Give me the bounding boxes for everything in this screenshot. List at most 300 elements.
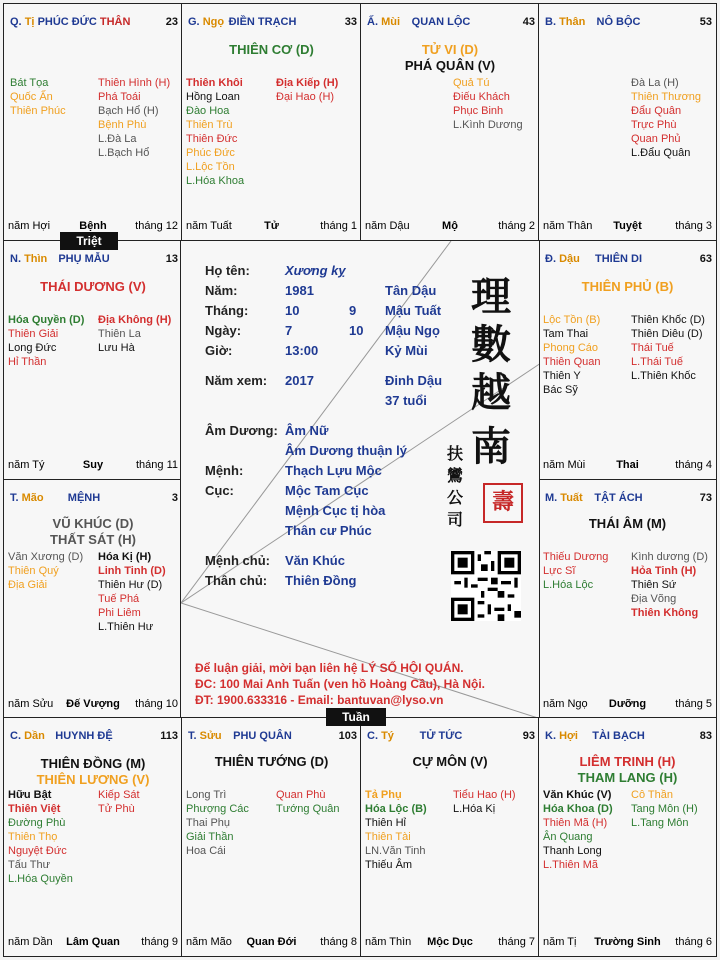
minor-star: L.Hóa Quyền xyxy=(8,873,73,885)
palace-month: tháng 3 xyxy=(675,220,712,232)
minor-star: L.Hóa Khoa xyxy=(186,175,245,187)
calligraphy-small-2: 鸞 xyxy=(447,466,464,485)
minor-star: Thiên Việt xyxy=(8,803,61,815)
palace-year: năm Tị xyxy=(543,936,577,948)
minor-star: Địa Võng xyxy=(631,593,677,605)
palace-branch: Mùi xyxy=(381,16,401,28)
center-info-panel xyxy=(180,240,540,718)
palace-number: 73 xyxy=(699,492,712,504)
palace-month: tháng 7 xyxy=(498,936,535,948)
minor-star: Hồng Loan xyxy=(186,91,240,103)
palace-year: năm Sửu xyxy=(8,698,54,710)
palace-title: THIÊN DI xyxy=(594,253,643,265)
palace-cell-tuat xyxy=(538,479,717,719)
cuc-relation: Mệnh Cục tị hòa xyxy=(285,503,386,518)
palace-year: năm Hợi xyxy=(8,220,51,232)
palace-year: năm Tuất xyxy=(186,220,232,232)
palace-stem: G. xyxy=(188,16,200,28)
minor-star: Thiên Quý xyxy=(8,565,59,577)
minor-star: Thiên Trù xyxy=(186,119,233,131)
minor-star: Cô Thần xyxy=(631,789,673,801)
minor-star: Ân Quang xyxy=(543,831,593,843)
palace-stem: C. xyxy=(367,730,378,742)
month-lunar: 9 xyxy=(349,303,357,318)
palace-title: TỬ TỨC xyxy=(419,730,463,742)
palace-stage: Đế Vượng xyxy=(66,698,120,710)
palace-name xyxy=(10,16,158,28)
palace-header xyxy=(545,730,712,746)
minor-star: Long Trì xyxy=(186,789,227,801)
minor-star: Đẩu Quân xyxy=(631,105,682,117)
day-value: 7 xyxy=(285,323,293,338)
minor-stars-left xyxy=(365,788,427,872)
minor-star: Lộc Tồn (B) xyxy=(543,314,601,326)
than-chu-label: Thân chủ: xyxy=(205,573,268,588)
minor-star: L.Đà La xyxy=(98,133,137,145)
palace-cell-suu xyxy=(181,717,362,957)
palace-month: tháng 8 xyxy=(320,936,357,948)
palace-branch: Hợi xyxy=(559,730,578,742)
minor-stars-left xyxy=(10,76,66,118)
palace-stage: Dưỡng xyxy=(608,698,647,710)
palace-cell-mao xyxy=(3,479,183,719)
palace-stem: B. xyxy=(545,16,556,28)
minor-stars-left xyxy=(8,788,73,886)
contact-phone-email[interactable]: ĐT: 1900.633316 - Email: bantuvan@lyso.vn xyxy=(195,693,444,707)
palace-header xyxy=(188,16,357,32)
palace-branch: Tuất xyxy=(560,492,583,504)
minor-stars-right xyxy=(276,788,340,816)
menh-chu-value: Văn Khúc xyxy=(285,553,345,568)
minor-star: Văn Khúc (V) xyxy=(543,789,612,801)
minor-star: Phi Liêm xyxy=(98,607,141,619)
palace-cell-ngo xyxy=(181,3,362,241)
minor-star: Quốc Ấn xyxy=(10,91,53,103)
minor-star: Thiếu Âm xyxy=(365,859,413,871)
minor-star: Thiên Thương xyxy=(631,91,702,103)
palace-month: tháng 4 xyxy=(675,459,712,471)
palace-cell-dan xyxy=(3,717,183,957)
minor-stars-left xyxy=(543,550,608,592)
menh-value: Thạch Lựu Mộc xyxy=(285,463,382,478)
minor-star: Thiên Diêu (D) xyxy=(631,328,703,340)
minor-star: Thiên Hỉ xyxy=(365,817,406,829)
minor-star: Địa Giải xyxy=(8,579,48,591)
minor-star: L.Thiên Mã xyxy=(543,859,599,871)
minor-star: Thiên Đức xyxy=(186,133,238,145)
palace-month: tháng 6 xyxy=(675,936,712,948)
minor-star: Hóa Quyền (D) xyxy=(8,314,85,326)
minor-star: Tam Thai xyxy=(543,328,589,340)
name-value: Xương kỵ xyxy=(285,263,346,278)
month-value: 10 xyxy=(285,303,300,318)
minor-star: Thiên Mã (H) xyxy=(543,817,608,829)
minor-stars-right xyxy=(276,76,338,104)
minor-star: Phúc Đức xyxy=(186,147,235,159)
palace-name xyxy=(10,253,158,265)
palace-branch: Tý xyxy=(381,730,394,742)
major-star: LIÊM TRINH (H) xyxy=(579,754,676,769)
palace-title: TẬT ÁCH xyxy=(594,492,643,504)
palace-cell-thin xyxy=(3,240,183,480)
minor-star: Hóa Lộc (B) xyxy=(365,803,427,815)
palace-name xyxy=(188,730,337,742)
palace-stage: Quan Đới xyxy=(246,936,297,948)
palace-branch: Tị xyxy=(24,16,35,28)
minor-star: Hỏa Tinh (H) xyxy=(631,565,697,577)
minor-star: Bát Tọa xyxy=(10,77,49,89)
palace-year: năm Mùi xyxy=(543,459,586,471)
palace-year: năm Thìn xyxy=(365,936,412,948)
palace-footer xyxy=(8,936,178,950)
view-year-label: Năm xem: xyxy=(205,373,268,388)
red-seal: 壽 xyxy=(483,483,523,523)
palace-stem: K. xyxy=(545,730,556,742)
calligraphy-small-1: 扶 xyxy=(447,444,464,463)
minor-star: L.Thiên Hư xyxy=(98,621,154,633)
minor-stars-left xyxy=(186,788,249,858)
minor-star: Tuế Phá xyxy=(98,593,140,605)
palace-title: NÔ BỘC xyxy=(596,16,641,28)
minor-stars-right xyxy=(98,76,170,160)
major-star: THIÊN CƠ (D) xyxy=(229,42,314,57)
minor-star: Hóa Khoa (D) xyxy=(543,803,613,815)
palace-stage: Trường Sinh xyxy=(594,936,661,948)
minor-stars-right xyxy=(98,313,171,355)
minor-star: Tả Phụ xyxy=(365,789,402,801)
minor-star: Thiên Sứ xyxy=(631,579,677,591)
palace-branch: Ngọ xyxy=(202,16,225,28)
palace-title: PHỤ MẪU xyxy=(58,253,110,265)
palace-stage: Suy xyxy=(82,459,104,471)
view-year-value: 2017 xyxy=(285,373,314,388)
palace-header xyxy=(367,16,535,32)
contact-address: ĐC: 100 Mai Anh Tuấn (ven hồ Hoàng Cầu), Hà Nội. xyxy=(195,677,486,691)
minor-star: Phục Binh xyxy=(453,105,504,117)
minor-star: Thiên Y xyxy=(543,370,581,382)
minor-star: L.Tang Môn xyxy=(631,817,689,829)
contact-line-1: Để luận giải, mời bạn liên hệ LÝ SỐ HỘI QUÁN. xyxy=(195,661,464,675)
minor-star: L.Lộc Tồn xyxy=(186,161,235,173)
minor-star: Đường Phù xyxy=(8,817,66,829)
palace-stem: T. xyxy=(188,730,197,742)
minor-star: Địa Kiếp (H) xyxy=(276,77,339,89)
calligraphy-char-4: 南 xyxy=(471,423,511,470)
calligraphy-char-1: 理 xyxy=(471,273,511,320)
palace-year: năm Tý xyxy=(8,459,45,471)
minor-star: Phá Toái xyxy=(98,91,141,103)
minor-star: Thai Phụ xyxy=(186,817,231,829)
minor-star: Thiên Hư (D) xyxy=(98,579,163,591)
minor-star: Lực Sĩ xyxy=(543,565,576,577)
palace-title: TÀI BẠCH xyxy=(592,730,645,742)
palace-year: năm Dần xyxy=(8,936,53,948)
menh-chu-label: Mệnh chủ: xyxy=(205,553,270,568)
palace-cell-dau xyxy=(538,240,717,480)
palace-footer xyxy=(543,936,712,950)
minor-stars-right xyxy=(98,550,166,634)
minor-star: Bệnh Phù xyxy=(98,119,147,131)
palace-number: 113 xyxy=(160,730,178,742)
palace-title: PHU QUÂN xyxy=(233,730,292,742)
palace-header xyxy=(10,492,178,508)
palace-cell-ty xyxy=(360,717,540,957)
palace-footer xyxy=(365,220,535,234)
major-star: THIÊN ĐỒNG (M) xyxy=(40,756,146,771)
palace-number: 83 xyxy=(699,730,712,742)
palace-branch: Mão xyxy=(21,492,44,504)
minor-star: Thiên La xyxy=(98,328,141,340)
palace-footer xyxy=(543,459,712,473)
age-value: 37 tuổi xyxy=(385,393,427,408)
minor-star: Thiên Phúc xyxy=(10,105,66,117)
palace-cell-mui xyxy=(360,3,540,241)
palace-header xyxy=(545,253,712,269)
calligraphy-small-3: 公 xyxy=(447,488,464,507)
palace-header xyxy=(367,730,535,746)
minor-star: Địa Không (H) xyxy=(98,314,172,326)
palace-stage: Bệnh xyxy=(79,220,107,232)
minor-star: L.Thái Tuế xyxy=(631,356,683,368)
hour-value: 13:00 xyxy=(285,343,319,358)
minor-star: Thái Tuế xyxy=(631,342,674,354)
palace-name xyxy=(367,730,515,742)
minor-star: Kình dương (D) xyxy=(631,551,708,563)
cuc-label: Cục: xyxy=(205,483,234,498)
minor-star: Thanh Long xyxy=(543,845,602,857)
palace-month: tháng 5 xyxy=(675,698,712,710)
palace-footer xyxy=(186,936,357,950)
minor-star: Thiên Khốc (D) xyxy=(631,314,705,326)
calligraphy-char-3: 越 xyxy=(471,369,511,416)
minor-star: Hóa Kị (H) xyxy=(98,551,152,563)
palace-name xyxy=(10,492,158,504)
minor-star: Đà La (H) xyxy=(631,77,679,89)
palace-title: ĐIỀN TRẠCH xyxy=(228,16,297,28)
palace-year: năm Thân xyxy=(543,220,593,232)
palace-stage: Mộ xyxy=(442,220,458,232)
minor-star: Phượng Các xyxy=(186,803,249,815)
palace-stem: M. xyxy=(545,492,558,504)
palace-month: tháng 11 xyxy=(135,459,178,471)
palace-footer xyxy=(186,220,357,234)
palace-name xyxy=(188,16,337,28)
major-star: TỬ VI (D) xyxy=(421,42,479,57)
minor-star: Quan Phủ xyxy=(631,133,681,145)
menh-label: Mệnh: xyxy=(205,463,244,478)
day-can-chi: Mậu Ngọ xyxy=(385,323,440,338)
minor-star: L.Kình Dương xyxy=(453,119,523,131)
palace-name xyxy=(545,253,692,265)
palace-cell-hoi xyxy=(538,717,717,957)
palace-header xyxy=(545,492,712,508)
minor-star: Tang Môn (H) xyxy=(631,803,698,815)
palace-header xyxy=(188,730,357,746)
palace-stem: C. xyxy=(10,730,21,742)
minor-star: Thiếu Dương xyxy=(543,551,609,563)
minor-stars-right xyxy=(631,313,705,383)
major-star: CỰ MÔN (V) xyxy=(412,754,488,769)
major-star: THÁI DƯƠNG (V) xyxy=(40,279,146,294)
palace-month: tháng 12 xyxy=(135,220,178,232)
minor-star: Quả Tú xyxy=(453,77,490,89)
minor-stars-left xyxy=(186,76,244,188)
palace-title: HUYNH ĐỆ xyxy=(55,730,113,742)
palace-stage: Mộc Dục xyxy=(427,936,473,948)
minor-stars-right xyxy=(453,788,516,816)
minor-star: Thiên Giải xyxy=(8,328,59,340)
palace-year: năm Ngọ xyxy=(543,698,588,710)
palace-stem: Đ. xyxy=(545,253,556,265)
than-chu-value: Thiên Đồng xyxy=(285,573,357,588)
year-can-chi: Tân Dậu xyxy=(385,283,437,298)
palace-stem: T. xyxy=(10,492,19,504)
name-label: Họ tên: xyxy=(205,263,250,278)
palace-branch: Dần xyxy=(24,730,45,742)
palace-footer xyxy=(8,698,178,712)
palace-branch: Sửu xyxy=(199,730,222,742)
palace-month: tháng 10 xyxy=(135,698,178,710)
minor-star: Thiên Không xyxy=(631,607,699,619)
palace-header xyxy=(545,16,712,32)
minor-star: Hữu Bật xyxy=(8,789,52,801)
palace-stem: Ấ. xyxy=(367,16,378,28)
major-star: THIÊN PHỦ (B) xyxy=(581,279,674,294)
palace-number: 93 xyxy=(522,730,535,742)
view-year-can-chi: Đinh Dậu xyxy=(385,373,443,388)
minor-stars-right xyxy=(631,76,701,160)
minor-star: Linh Tinh (D) xyxy=(98,565,166,577)
major-star: THIÊN TƯỚNG (D) xyxy=(214,754,329,769)
palace-footer xyxy=(543,220,712,234)
palace-header xyxy=(10,16,178,32)
palace-name xyxy=(367,16,515,28)
day-lunar: 10 xyxy=(349,323,364,338)
palace-stage: Lâm Quan xyxy=(66,936,120,948)
palace-than-marker: THÂN xyxy=(99,16,131,28)
minor-star: Long Đức xyxy=(8,342,57,354)
palace-number: 63 xyxy=(699,253,712,265)
minor-star: Hoa Cái xyxy=(186,845,226,857)
palace-header xyxy=(10,253,178,269)
cuc-value: Mộc Tam Cục xyxy=(285,483,369,498)
minor-star: Thiên Hình (H) xyxy=(98,77,171,89)
palace-branch: Dậu xyxy=(559,253,580,265)
minor-star: L.Hóa Lộc xyxy=(543,579,594,591)
minor-star: Quan Phù xyxy=(276,789,326,801)
major-star: THIÊN LƯƠNG (V) xyxy=(36,772,150,787)
major-star: THẤT SÁT (H) xyxy=(50,532,136,547)
minor-star: L.Thiên Khốc xyxy=(631,370,696,382)
minor-stars-right xyxy=(631,550,708,620)
day-label: Ngày: xyxy=(205,323,242,338)
amduong-value: Âm Nữ xyxy=(285,423,329,438)
palace-footer xyxy=(8,459,178,473)
palace-month: tháng 1 xyxy=(320,220,357,232)
minor-star: Tấu Thư xyxy=(8,859,51,871)
palace-footer xyxy=(543,698,712,712)
palace-number: 103 xyxy=(338,730,357,742)
minor-star: Văn Xương (D) xyxy=(8,551,84,563)
minor-star: Tiểu Hao (H) xyxy=(453,789,516,801)
minor-stars-left xyxy=(8,313,84,369)
minor-stars-right xyxy=(98,788,140,816)
palace-branch: Thân xyxy=(559,16,586,28)
minor-stars-left xyxy=(543,313,600,397)
minor-star: Đại Hao (H) xyxy=(276,91,335,103)
palace-number: 43 xyxy=(522,16,535,28)
triet-marker: Triệt xyxy=(60,232,118,250)
minor-star: Tướng Quân xyxy=(276,803,340,815)
palace-number: 13 xyxy=(165,253,178,265)
palace-number: 53 xyxy=(699,16,712,28)
minor-star: Kiếp Sát xyxy=(98,789,140,801)
palace-name xyxy=(545,492,692,504)
minor-star: Thiên Tài xyxy=(365,831,411,843)
palace-month: tháng 2 xyxy=(498,220,535,232)
palace-month: tháng 9 xyxy=(141,936,178,948)
minor-star: Thiên Quan xyxy=(543,356,601,368)
minor-star: L.Đẩu Quân xyxy=(631,147,691,159)
palace-title: PHÚC ĐỨC xyxy=(37,16,97,28)
palace-year: năm Dậu xyxy=(365,220,410,232)
palace-header xyxy=(10,730,178,746)
palace-name xyxy=(545,16,692,28)
minor-stars-left xyxy=(8,550,83,592)
major-star: VŨ KHÚC (D) xyxy=(52,516,134,531)
palace-title: MỆNH xyxy=(67,492,101,504)
minor-star: Bạch Hổ (H) xyxy=(98,105,159,117)
minor-star: Giải Thần xyxy=(186,831,234,843)
minor-star: Bác Sỹ xyxy=(543,384,578,396)
minor-star: Lưu Hà xyxy=(98,342,135,354)
than-cu: Thân cư Phúc xyxy=(285,523,372,538)
minor-star: L.Bạch Hổ xyxy=(98,147,150,159)
minor-stars-right xyxy=(631,788,698,830)
minor-stars-right xyxy=(453,76,523,132)
palace-cell-ti xyxy=(3,3,183,241)
calligraphy-small-4: 司 xyxy=(447,510,464,529)
amduong-label: Âm Dương: xyxy=(205,423,278,438)
hour-label: Giờ: xyxy=(205,343,233,358)
palace-stem: N. xyxy=(10,253,21,265)
minor-star: Trực Phù xyxy=(631,119,677,131)
minor-star: LN.Văn Tinh xyxy=(365,845,426,857)
palace-stage: Tuyệt xyxy=(613,220,642,232)
minor-star: L.Hóa Kị xyxy=(453,803,496,815)
palace-name xyxy=(545,730,692,742)
minor-star: Điếu Khách xyxy=(453,91,510,103)
minor-star: Nguyệt Đức xyxy=(8,845,67,857)
minor-star: Thiên Khôi xyxy=(186,77,243,89)
tuan-marker: Tuần xyxy=(326,708,386,726)
amduong-relation: Âm Dương thuận lý xyxy=(285,443,407,458)
hour-can-chi: Kỷ Mùi xyxy=(385,343,428,358)
month-label: Tháng: xyxy=(205,303,249,318)
minor-star: Đào Hoa xyxy=(186,105,230,117)
minor-star: Phong Cáo xyxy=(543,342,599,354)
month-can-chi: Mậu Tuất xyxy=(385,303,442,318)
qr-code xyxy=(451,551,521,621)
palace-stage: Tử xyxy=(264,220,279,232)
palace-stem: Q. xyxy=(10,16,22,28)
minor-stars-left xyxy=(543,788,613,872)
year-label: Năm: xyxy=(205,283,238,298)
minor-star: Tử Phù xyxy=(98,803,135,815)
calligraphy-char-2: 數 xyxy=(471,321,511,368)
palace-cell-than xyxy=(538,3,717,241)
major-star: THAM LANG (H) xyxy=(577,770,678,785)
